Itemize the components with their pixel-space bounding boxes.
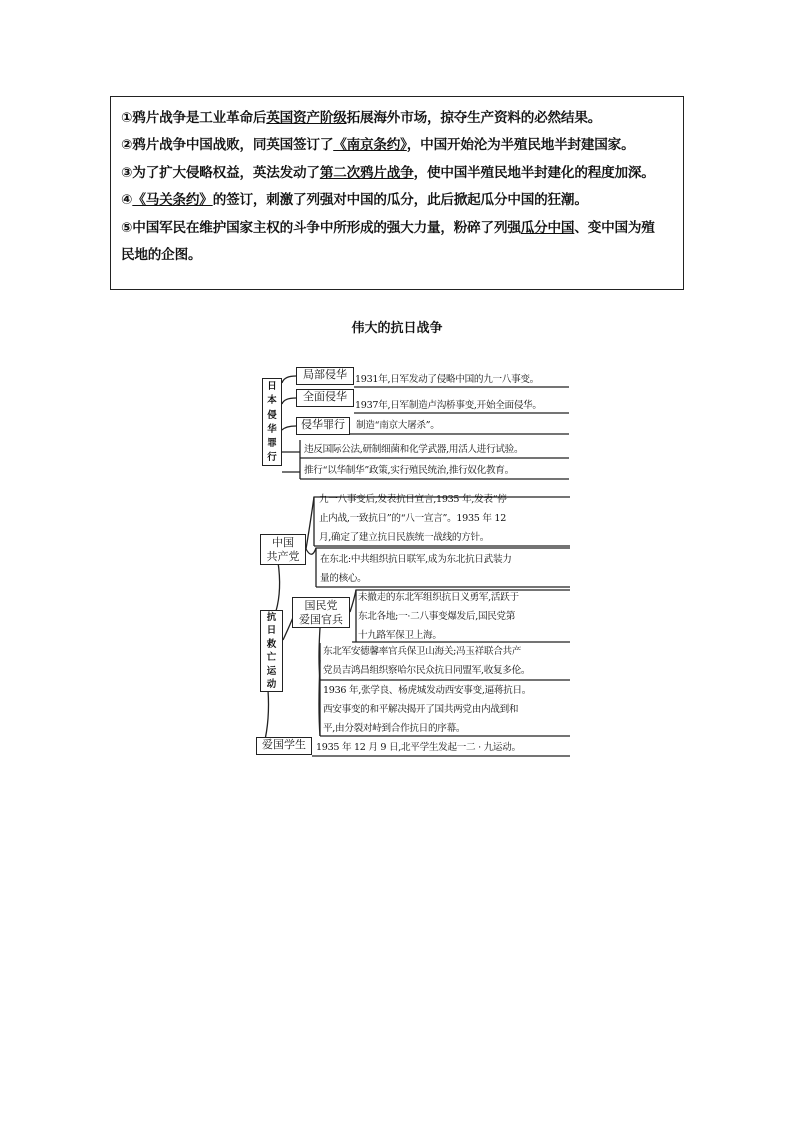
- underlined-term: 瓜分中国: [520, 219, 575, 236]
- tag-kmt-officers: 国民党 爱国官兵: [292, 597, 350, 628]
- crime-colonial-rule: 推行“以华制华”政策,实行殖民统治,推行奴化教育。: [304, 465, 514, 476]
- connector-line: [264, 690, 269, 744]
- summary-text: ③为了扩大侵略权益，英法发动了: [121, 164, 320, 181]
- root-char: 华: [267, 423, 277, 435]
- kmt-block-3: 1936 年,张学良、杨虎城发动西安事变,逼蒋抗日。 西安事变的和平解决揭开了国共两党由内战到和 平,由分裂对峙到合作抗日的序幕。: [323, 685, 532, 735]
- connector-line: [276, 562, 280, 611]
- summary-text: ②鸦片战争中国战败，同英国签订了: [121, 137, 334, 154]
- root-char: 运: [266, 665, 277, 677]
- connector-line: [282, 398, 296, 404]
- crime-nanjing: 制造“南京大屠杀”。: [356, 420, 440, 431]
- summary-text: 的签订，刺激了列强对中国的瓜分，此后掀起瓜分中国的狂潮。: [212, 192, 588, 209]
- root-char: 抗: [266, 612, 277, 623]
- underlined-term: 英国资产阶级: [266, 110, 347, 126]
- event-1931: 1931年,日军发动了侵略中国的九一八事变。: [355, 374, 539, 385]
- crime-weapons: 违反国际公法,研制细菌和化学武器,用活人进行试验。: [304, 444, 524, 455]
- underlined-term: 《马关条约》: [132, 192, 213, 209]
- summary-text: 、变中国为殖: [574, 219, 655, 236]
- summary-text: ⑤中国军民在维护国家主权的斗争中所形成的强大力量，粉碎了列强: [121, 219, 521, 236]
- tag-patriotic-students: 爱国学生: [256, 737, 312, 755]
- kmt-block-1: 未撤走的东北军组织抗日义勇军,活跃于 东北各地;一·二八事变爆发后,国民党第 十九路军保卫上海。: [358, 592, 519, 642]
- summary-text: 拓展海外市场，掠夺生产资料的必然结果。: [346, 110, 602, 126]
- tag-local-invasion: 局部侵华: [296, 367, 354, 385]
- root-char: 动: [266, 679, 277, 691]
- tag-full-invasion: 全面侵华: [296, 389, 354, 407]
- kmt-block-2: 东北军安德馨率官兵保卫山海关;冯玉祥联合共产 党员吉鸿昌组织察哈尔民众抗日同盟军,收复多伦。: [323, 646, 531, 677]
- tag-cpc: 中国 共产党: [260, 534, 306, 565]
- students-1209-movement: 1935 年 12 月 9 日,北平学生发起一二 · 九运动。: [316, 742, 521, 753]
- cpc-block-2: 在东北:中共组织抗日联军,成为东北抗日武装力 量的核心。: [320, 554, 512, 585]
- root-char: 侵: [267, 409, 277, 421]
- underlined-term: 《南京条约》: [333, 137, 407, 154]
- event-1937: 1937年,日军制造卢沟桥事变,开始全面侵华。: [355, 400, 542, 411]
- summary-text: 民地的企图。: [121, 247, 202, 264]
- root-char: 日: [266, 625, 277, 637]
- root-char: 亡: [266, 652, 277, 664]
- root-char: 本: [267, 395, 277, 407]
- root-char: 救: [266, 638, 277, 650]
- root-char: 日: [267, 381, 277, 392]
- summary-text: ①鸦片战争是工业革命后: [121, 110, 267, 126]
- root-char: 行: [267, 452, 277, 464]
- connector-line: [282, 376, 296, 383]
- root-japan-crimes: [262, 378, 282, 466]
- connector-line: [282, 426, 296, 430]
- underlined-term: 第二次鸦片战争: [319, 164, 414, 181]
- summary-text: ④: [121, 192, 133, 209]
- cpc-block-1: 九一八事变后,发表抗日宣言,1935 年,发表“停 止内战,一致抗日”的“八一宣言”。1935 年 12 月,确定了建立抗日民族统一战线的方针。: [319, 494, 507, 544]
- tag-war-crimes: 侵华罪行: [296, 417, 350, 435]
- root-resistance-movement: [260, 610, 283, 692]
- section-title: 伟大的抗日战争: [351, 321, 443, 336]
- summary-text: ，使中国半殖民地半封建化的程度加深。: [413, 164, 655, 181]
- root-char: 罪: [267, 438, 277, 450]
- summary-text: ，中国开始沦为半殖民地半封建国家。: [406, 137, 635, 154]
